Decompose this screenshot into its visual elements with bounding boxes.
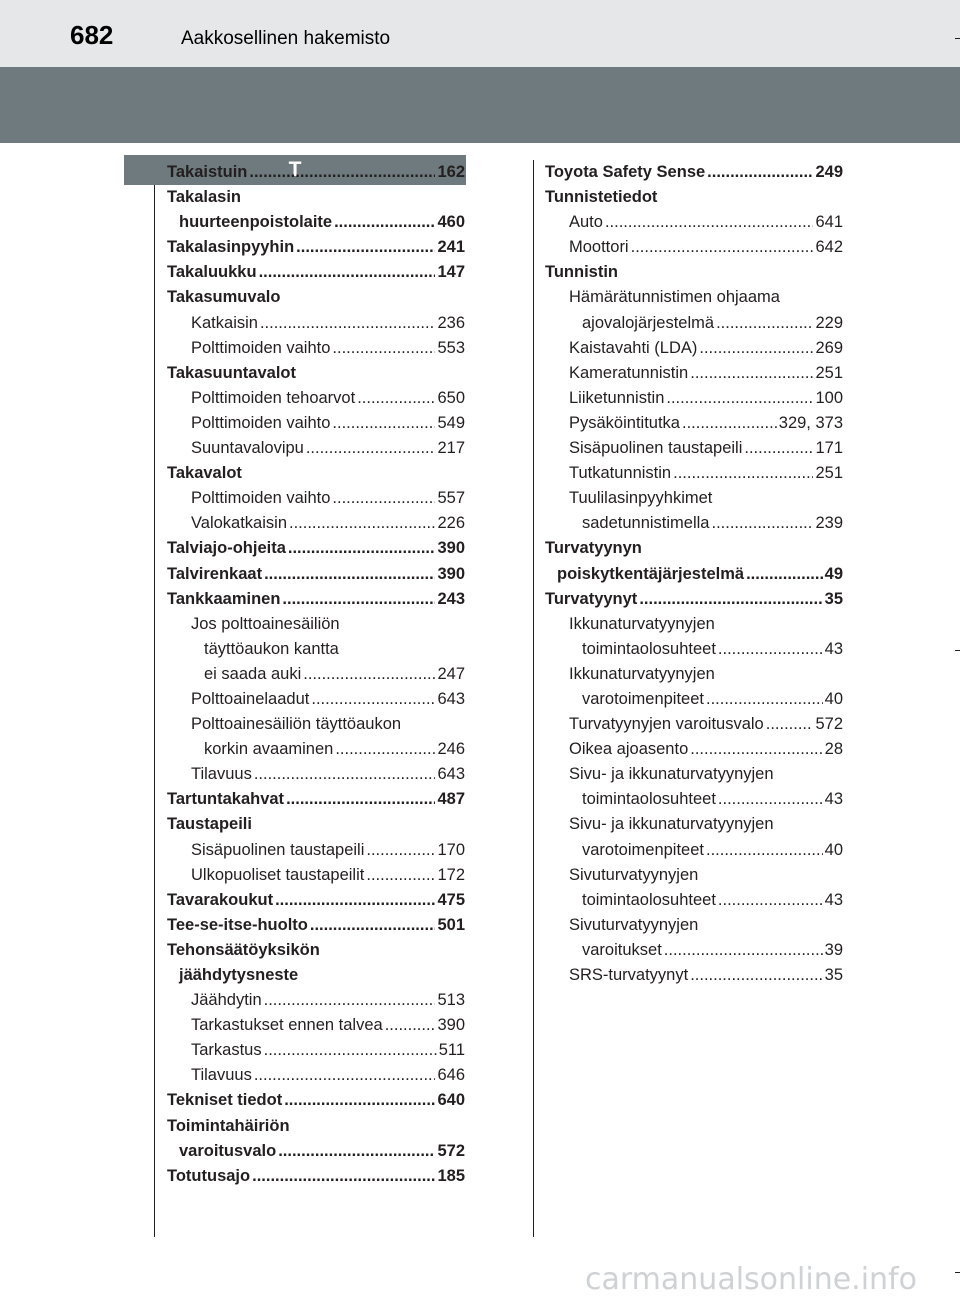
- index-heading: Jos polttoainesäiliön: [191, 614, 340, 633]
- entry-page-number: 475: [437, 890, 465, 909]
- entry-page-number: 43: [824, 639, 843, 658]
- entry-page-number: 643: [437, 689, 465, 708]
- index-entry: [167, 1088, 465, 1113]
- entry-page-number: 643: [437, 765, 465, 784]
- entry-label: Tilavuus: [191, 1066, 252, 1085]
- dot-leader: [639, 587, 822, 612]
- dot-leader: [288, 536, 436, 561]
- entry-label: Ulkopuoliset taustapeilit: [191, 865, 365, 884]
- index-entry: [545, 787, 843, 812]
- index-heading: Takavalot: [167, 464, 242, 483]
- entry-page-number: 243: [437, 589, 465, 608]
- entry-page-number: 460: [437, 213, 465, 232]
- index-entry: [167, 511, 465, 536]
- crop-mark: [955, 38, 960, 39]
- index-heading: Sivuturvatyynyjen: [569, 865, 699, 884]
- index-heading: Hämärätunnistimen ohjaama: [569, 288, 780, 307]
- entry-label: sadetunnistimella: [582, 514, 710, 533]
- index-entry: [545, 235, 843, 260]
- index-entry: [167, 1139, 465, 1164]
- crop-mark: [955, 1272, 960, 1273]
- entry-page-number: 35: [824, 589, 843, 608]
- index-entry: [167, 311, 465, 336]
- index-heading: Polttoainesäiliön täyttöaukon: [191, 715, 402, 734]
- index-entry: [167, 1164, 465, 1189]
- entry-page-number: 229: [815, 313, 843, 332]
- index-entry: [167, 587, 465, 612]
- entry-page-number: 40: [824, 689, 843, 708]
- index-entry: [167, 436, 465, 461]
- entry-label: varotoimenpiteet: [582, 689, 704, 708]
- dot-leader: [289, 511, 435, 536]
- index-entry: [545, 963, 843, 988]
- entry-label: Takaistuin: [167, 163, 248, 181]
- entry-page-number: 217: [437, 439, 465, 458]
- entry-label: varoitusvalo: [179, 1141, 277, 1160]
- dot-leader: [666, 386, 813, 411]
- entry-page-number: 249: [815, 163, 843, 181]
- index-entry: [167, 1038, 465, 1063]
- dot-leader: [690, 963, 822, 988]
- entry-label: Tilavuus: [191, 765, 252, 784]
- index-heading: Takasuuntavalot: [167, 363, 296, 382]
- dot-leader: [282, 587, 435, 612]
- index-entry: [167, 160, 465, 185]
- index-entry: [545, 562, 843, 587]
- index-heading: Tunnistin: [545, 263, 619, 282]
- entry-page-number: 28: [824, 740, 843, 759]
- index-heading: Tuulilasinpyyhkimet: [569, 489, 713, 508]
- section-letter-tab: T: [124, 155, 466, 185]
- dot-leader: [366, 838, 435, 863]
- entry-label: Polttimoiden tehoarvot: [191, 388, 356, 407]
- dot-leader: [605, 210, 814, 235]
- entry-label: SRS-turvatyynyt: [569, 966, 689, 984]
- dot-leader: [664, 938, 823, 963]
- index-entry: [167, 1013, 465, 1038]
- index-entry: [545, 436, 843, 461]
- dot-leader: [306, 436, 436, 461]
- index-column-left: [167, 160, 465, 1189]
- index-entry: [167, 386, 465, 411]
- index-heading: Sivuturvatyynyjen: [569, 915, 699, 934]
- column-divider-middle: [533, 160, 534, 1237]
- entry-page-number: 239: [815, 514, 843, 533]
- dot-leader: [332, 486, 435, 511]
- index-heading: Tehonsäätöyksikön: [167, 940, 320, 959]
- index-entry: [545, 838, 843, 863]
- dot-leader: [366, 863, 435, 888]
- index-entry: [545, 712, 843, 737]
- entry-label: Sisäpuolinen taustapeili: [191, 840, 365, 859]
- dot-leader: [712, 511, 814, 536]
- index-entry: [545, 210, 843, 235]
- entry-page-number: 241: [437, 238, 465, 257]
- watermark: carmanualsonline.info: [585, 1262, 917, 1297]
- entry-label: Jäähdytin: [191, 991, 262, 1010]
- entry-label: Moottori: [569, 238, 629, 257]
- dot-leader: [706, 687, 823, 712]
- dot-leader: [631, 235, 814, 260]
- dot-leader: [311, 687, 435, 712]
- dot-leader: [716, 311, 813, 336]
- dot-leader: [744, 436, 813, 461]
- index-heading: Takasumuvalo: [167, 288, 281, 307]
- entry-page-number: 40: [824, 840, 843, 859]
- entry-page-number: 487: [437, 790, 465, 809]
- dot-leader: [286, 787, 435, 812]
- entry-label: toimintaolosuhteet: [582, 639, 716, 658]
- index-entry: [545, 160, 843, 185]
- entry-label: ajovalojärjestelmä: [582, 313, 715, 332]
- index-entry: [545, 938, 843, 963]
- entry-page-number: 172: [437, 865, 465, 884]
- entry-page-number: 513: [437, 991, 465, 1010]
- index-entry: [167, 737, 465, 762]
- entry-label: Polttoainelaadut: [191, 689, 310, 708]
- dot-leader: [260, 311, 436, 336]
- entry-page-number: 251: [815, 363, 843, 382]
- dot-leader: [673, 461, 813, 486]
- index-entry: [167, 687, 465, 712]
- index-entry: [167, 411, 465, 436]
- entry-page-number: 246: [437, 740, 465, 759]
- dot-leader: [264, 1038, 437, 1063]
- entry-page-number: 390: [437, 564, 465, 583]
- index-heading: täyttöaukon kantta: [204, 639, 339, 658]
- index-entry: [167, 210, 465, 235]
- dot-leader: [249, 160, 435, 185]
- index-entry: [167, 562, 465, 587]
- entry-label: Kaistavahti (LDA): [569, 338, 698, 357]
- index-entry: [167, 988, 465, 1013]
- entry-page-number: 549: [437, 413, 465, 432]
- index-entry: [167, 762, 465, 787]
- entry-label: ei saada auki: [204, 664, 302, 683]
- entry-page-number: 390: [437, 539, 465, 558]
- entry-label: Polttimoiden vaihto: [191, 489, 331, 508]
- entry-label: Tarkastukset ennen talvea: [191, 1016, 383, 1035]
- entry-page-number: 650: [437, 388, 465, 407]
- entry-label: Talviajo-ohjeita: [167, 539, 286, 558]
- index-entry: [167, 863, 465, 888]
- entry-label: Tartuntakahvat: [167, 790, 285, 809]
- index-heading: Takalasin: [167, 188, 241, 207]
- dot-leader: [296, 235, 435, 260]
- dot-leader: [746, 562, 823, 587]
- dot-leader: [275, 888, 435, 913]
- dot-leader: [766, 712, 814, 737]
- entry-page-number: 511: [438, 1041, 465, 1060]
- dot-leader: [707, 160, 813, 185]
- dot-leader: [332, 336, 435, 361]
- dot-leader: [264, 988, 436, 1013]
- index-entry: [545, 888, 843, 913]
- entry-label: Katkaisin: [191, 313, 258, 332]
- entry-page-number: 35: [824, 966, 843, 984]
- entry-page-number: 640: [437, 1091, 465, 1110]
- index-entry: [167, 662, 465, 687]
- index-entry: [545, 511, 843, 536]
- entry-page-number: 226: [437, 514, 465, 533]
- entry-page-number: 39: [824, 940, 843, 959]
- entry-page-number: 642: [815, 238, 843, 257]
- entry-label: Liiketunnistin: [569, 388, 665, 407]
- dot-leader: [718, 888, 823, 913]
- entry-label: Oikea ajoasento: [569, 740, 689, 759]
- entry-page-number: 269: [815, 338, 843, 357]
- index-entry: [167, 913, 465, 938]
- crop-mark: [955, 650, 960, 651]
- index-entry: [167, 235, 465, 260]
- index-entry: [545, 737, 843, 762]
- entry-page-number: 572: [815, 715, 843, 734]
- dot-leader: [682, 411, 777, 436]
- entry-label: Pysäköintitutka: [569, 413, 680, 432]
- index-heading: Tunnistetiedot: [545, 188, 658, 207]
- entry-label: Tavarakoukut: [167, 890, 274, 909]
- index-entry: [167, 486, 465, 511]
- dot-leader: [335, 737, 435, 762]
- entry-page-number: 641: [815, 213, 843, 232]
- entry-page-number: 251: [815, 464, 843, 483]
- entry-label: Polttimoiden vaihto: [191, 413, 331, 432]
- entry-page-number: 572: [437, 1141, 465, 1160]
- entry-page-number: 329, 373: [778, 413, 843, 432]
- entry-page-number: 147: [437, 263, 465, 282]
- entry-label: Suuntavalovipu: [191, 439, 304, 458]
- index-column-right: [545, 160, 843, 988]
- dot-leader: [284, 1088, 435, 1113]
- index-entry: [545, 687, 843, 712]
- entry-page-number: 247: [437, 664, 465, 683]
- index-entry: [545, 637, 843, 662]
- dot-leader: [385, 1013, 436, 1038]
- entry-label: Turvatyynyjen varoitusvalo: [569, 715, 764, 734]
- entry-label: korkin avaaminen: [204, 740, 334, 759]
- index-heading: Sivu- ja ikkunaturvatyynyjen: [569, 765, 774, 784]
- index-entry: [167, 1063, 465, 1088]
- entry-label: Tutkatunnistin: [569, 464, 672, 483]
- index-heading: jäähdytysneste: [179, 966, 299, 984]
- entry-label: toimintaolosuhteet: [582, 890, 716, 909]
- entry-page-number: 43: [824, 790, 843, 809]
- dot-leader: [690, 737, 822, 762]
- entry-label: Totutusajo: [167, 1166, 251, 1185]
- entry-label: Talvirenkaat: [167, 564, 263, 583]
- index-entry: [545, 311, 843, 336]
- dot-leader: [310, 913, 436, 938]
- dot-leader: [264, 562, 435, 587]
- entry-label: Tarkastus: [191, 1041, 262, 1060]
- entry-page-number: 162: [437, 163, 465, 181]
- entry-label: Tee-se-itse-huolto: [167, 915, 308, 934]
- index-entry: [545, 336, 843, 361]
- dot-leader: [334, 210, 435, 235]
- entry-page-number: 236: [437, 313, 465, 332]
- index-entry: [545, 361, 843, 386]
- dot-leader: [699, 336, 813, 361]
- entry-page-number: 171: [815, 439, 843, 458]
- header-band: [0, 67, 960, 143]
- dot-leader: [259, 260, 436, 285]
- index-entry: [167, 536, 465, 561]
- index-entry: [545, 386, 843, 411]
- index-entry: [545, 587, 843, 612]
- entry-label: Turvatyynyt: [545, 589, 638, 608]
- entry-label: Valokatkaisin: [191, 514, 287, 533]
- index-entry: [167, 336, 465, 361]
- dot-leader: [254, 1063, 436, 1088]
- entry-label: Auto: [569, 213, 603, 232]
- entry-label: varoitukset: [582, 940, 662, 959]
- dot-leader: [278, 1139, 435, 1164]
- dot-leader: [254, 762, 436, 787]
- dot-leader: [706, 838, 823, 863]
- index-entry: [167, 888, 465, 913]
- entry-page-number: 170: [437, 840, 465, 859]
- index-entry: [545, 411, 843, 436]
- entry-page-number: 646: [437, 1066, 465, 1085]
- entry-label: Tankkaaminen: [167, 589, 281, 608]
- entry-label: Kameratunnistin: [569, 363, 689, 382]
- entry-label: Polttimoiden vaihto: [191, 338, 331, 357]
- index-entry: [167, 787, 465, 812]
- header-bar: [0, 0, 960, 67]
- entry-label: toimintaolosuhteet: [582, 790, 716, 809]
- entry-label: Tekniset tiedot: [167, 1091, 283, 1110]
- index-heading: Ikkunaturvatyynyjen: [569, 664, 715, 683]
- dot-leader: [252, 1164, 435, 1189]
- index-heading: Sivu- ja ikkunaturvatyynyjen: [569, 815, 774, 834]
- entry-label: Takalasinpyyhin: [167, 238, 295, 257]
- entry-page-number: 553: [437, 338, 465, 357]
- entry-page-number: 501: [437, 915, 465, 934]
- entry-label: huurteenpoistolaite: [179, 213, 333, 232]
- column-divider-left: [154, 185, 155, 1237]
- entry-page-number: 390: [437, 1016, 465, 1035]
- dot-leader: [718, 637, 823, 662]
- dot-leader: [303, 662, 435, 687]
- page-number: 682: [70, 20, 114, 50]
- entry-page-number: 100: [815, 388, 843, 407]
- entry-label: Sisäpuolinen taustapeili: [569, 439, 743, 458]
- dot-leader: [357, 386, 435, 411]
- dot-leader: [718, 787, 823, 812]
- index-heading: Turvatyynyn: [545, 539, 642, 558]
- entry-label: poiskytkentäjärjestelmä: [557, 564, 745, 583]
- entry-page-number: 49: [824, 564, 843, 583]
- dot-leader: [332, 411, 435, 436]
- entry-page-number: 557: [437, 489, 465, 508]
- page-title: Aakkosellinen hakemisto: [181, 28, 391, 49]
- index-entry: [545, 461, 843, 486]
- index-entry: [167, 838, 465, 863]
- entry-label: Toyota Safety Sense: [545, 163, 706, 181]
- entry-page-number: 43: [824, 890, 843, 909]
- dot-leader: [690, 361, 813, 386]
- index-heading: Ikkunaturvatyynyjen: [569, 614, 715, 633]
- index-heading: Taustapeili: [167, 815, 252, 834]
- entry-label: Takaluukku: [167, 263, 257, 282]
- entry-page-number: 185: [437, 1166, 465, 1185]
- index-heading: Toimintahäiriön: [167, 1116, 290, 1135]
- entry-label: varotoimenpiteet: [582, 840, 704, 859]
- index-entry: [167, 260, 465, 285]
